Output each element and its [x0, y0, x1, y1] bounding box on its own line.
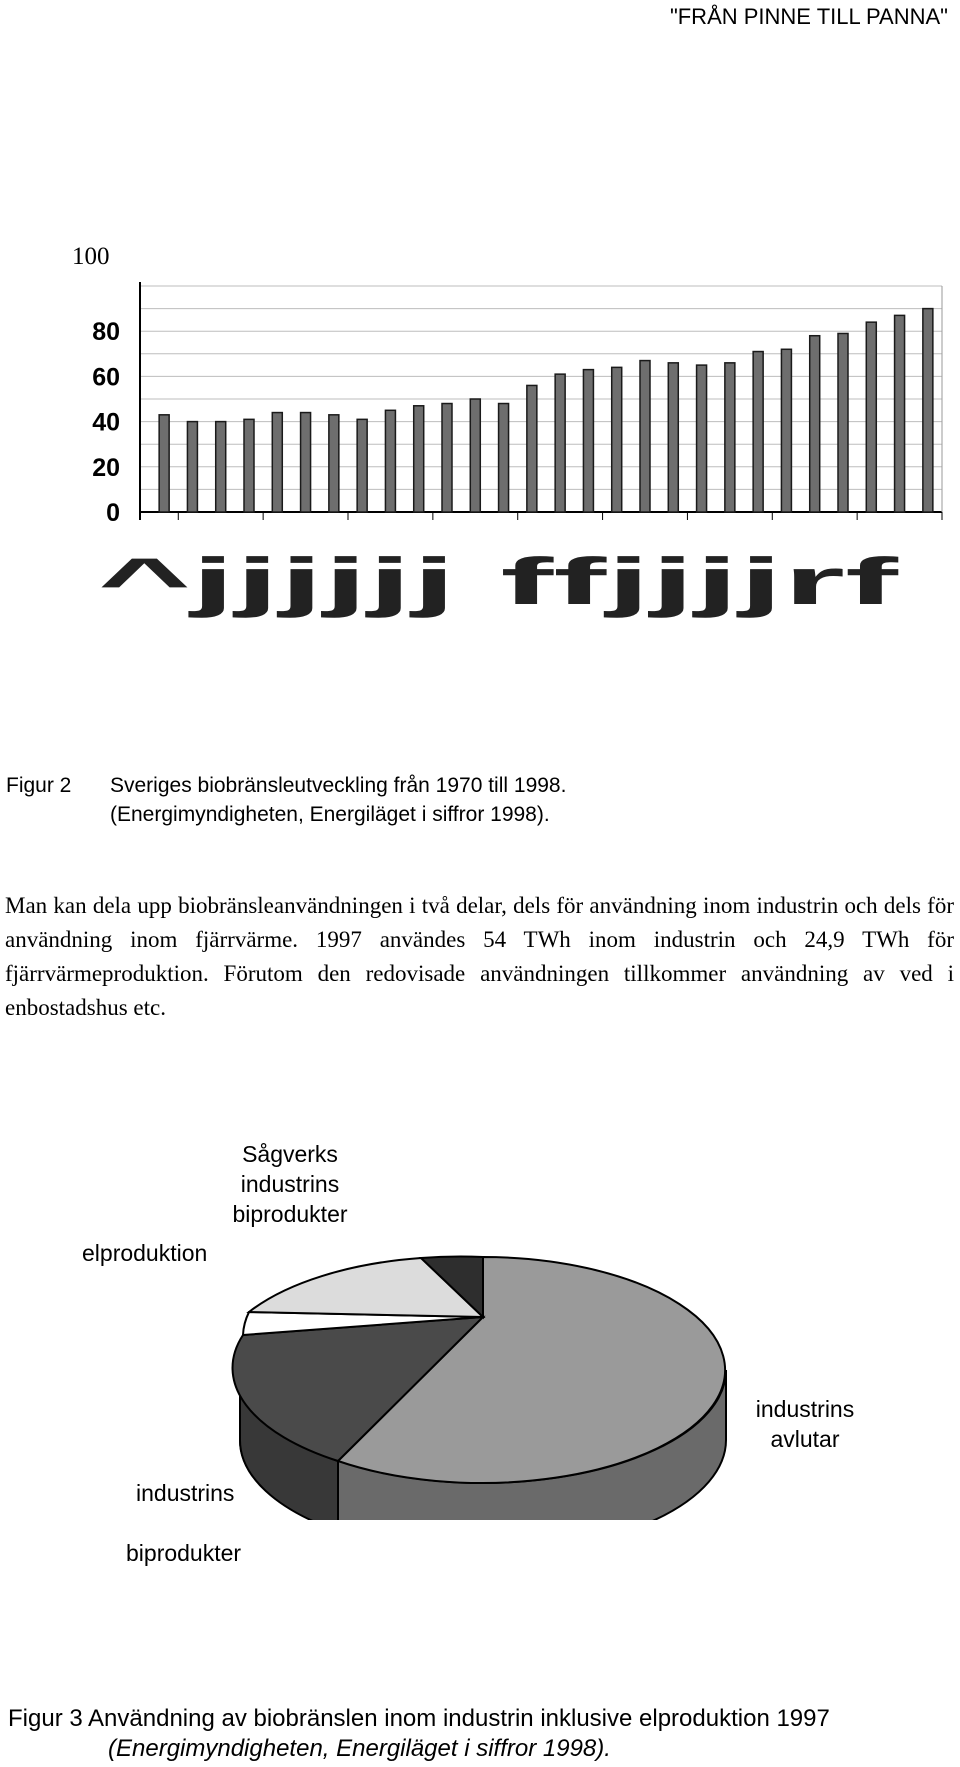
- chart-bar: [923, 309, 933, 512]
- chart-bar: [583, 370, 593, 512]
- figure2-source: (Energimyndigheten, Energiläget i siffror 1998).: [110, 803, 550, 826]
- pie-label-liquor-line2: avlutar: [770, 1426, 840, 1452]
- x-axis-garbled-labels: ^jjjjjj ffjjjjrf: [98, 544, 901, 618]
- chart-bar: [725, 363, 735, 512]
- y-tick-label: 60: [92, 363, 120, 392]
- figure3-title: Figur 3 Användning av biobränslen inom industrin inklusive elproduktion 1997: [8, 1705, 830, 1732]
- pie-label-sawmill-line3: biprodukter: [232, 1201, 348, 1227]
- chart-bar: [668, 363, 678, 512]
- figure2-title: Sveriges biobränsleutveckling från 1970 till 1998.: [110, 774, 567, 797]
- chart-grid: [140, 282, 942, 520]
- y-tick-label: 0: [106, 499, 120, 527]
- chart-bar: [527, 385, 537, 512]
- chart-bar: [895, 315, 905, 512]
- chart-bar: [187, 422, 197, 512]
- chart-bar: [385, 410, 395, 512]
- figure2-label: Figur 2: [6, 774, 72, 797]
- pie-chart-3d: [0, 1230, 960, 1520]
- chart-y-top-label: 100: [72, 243, 110, 270]
- chart-bar: [499, 404, 509, 512]
- chart-bar: [357, 419, 367, 512]
- bar-chart: [0, 270, 960, 630]
- chart-bar: [329, 415, 339, 512]
- pie-label-sawmill-line2: industrins: [240, 1171, 340, 1197]
- chart-bar: [442, 404, 452, 512]
- chart-bar: [555, 374, 565, 512]
- chart-bar: [612, 367, 622, 512]
- y-tick-label: 80: [92, 318, 120, 347]
- chart-bar: [216, 422, 226, 512]
- chart-bar: [470, 399, 480, 512]
- chart-bar: [301, 413, 311, 512]
- chart-bar: [414, 406, 424, 512]
- pie-label-elproduction: elproduktion: [82, 1240, 208, 1266]
- chart-bar: [781, 349, 791, 512]
- chart-bar: [244, 419, 254, 512]
- pie-label-byproducts-line2: biprodukter: [126, 1540, 242, 1566]
- y-tick-label: 20: [92, 453, 120, 482]
- chart-bar: [753, 352, 763, 512]
- figure2-caption: [6, 771, 566, 801]
- body-paragraph: Man kan dela upp biobränsleanvändningen i två delar, dels för användning inom industrin och dels för användning inom fjärrvärme. 1997 användes 54 TWh inom industrin och 24,9 TWh för fjärrvärmeproduktion. Förutom den redovisade användningen tillkommer användning av ved i enbostadshus etc.: [5, 893, 954, 1020]
- chart-y-ticks: [92, 318, 120, 527]
- pie-label-sawmill: [210, 1139, 370, 1229]
- pie-label-sawmill-line1: Sågverks: [242, 1141, 338, 1167]
- pie-label-byproducts-line1: industrins: [136, 1480, 235, 1506]
- chart-bars: [159, 309, 942, 520]
- chart-bar: [697, 365, 707, 512]
- figure3-source: (Energimyndigheten, Energiläget i siffror 1998).: [108, 1735, 611, 1762]
- chart-bar: [838, 333, 848, 512]
- running-header: "FRÅN PINNE TILL PANNA": [669, 4, 948, 29]
- y-tick-label: 40: [92, 408, 120, 437]
- chart-bar: [159, 415, 169, 512]
- chart-bar: [866, 322, 876, 512]
- chart-bar: [272, 413, 282, 512]
- chart-bar: [640, 361, 650, 512]
- chart-bar: [810, 336, 820, 512]
- pie-label-liquor-line1: industrins: [755, 1396, 855, 1422]
- figure3-caption: [8, 1704, 830, 1764]
